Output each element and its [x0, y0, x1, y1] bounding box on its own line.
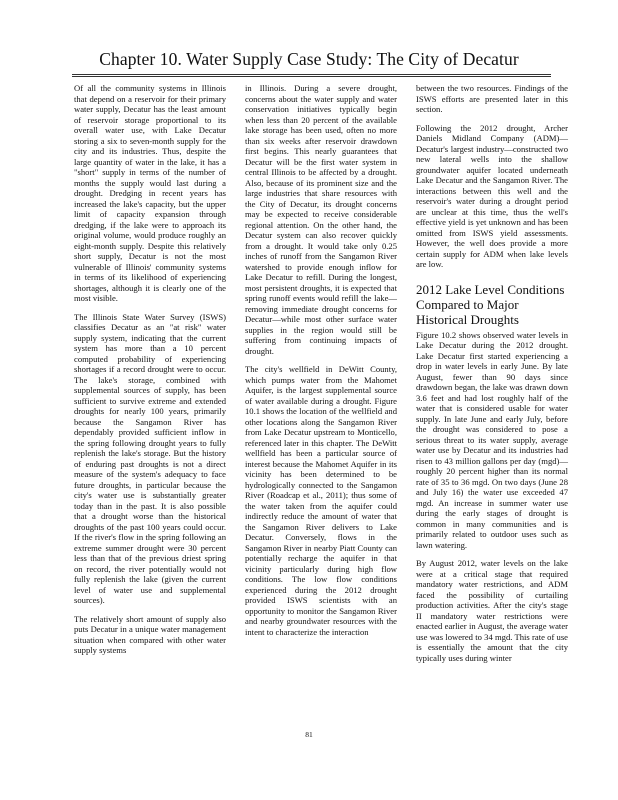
- paragraph: Following the 2012 drought, Archer Daniels Midland Company (ADM)—Decatur's largest industry—constructed two new lateral wells into the shallow groundwater aquifer located underneath Lake Decatur and the Sangamon River. The interactions between this well and the reservoir's water during a drought period are unclear at this time, thus the well's effective yield is yet unknown and has been omitted from ISWS yield assessments. However, the well does provide a more certain supply for ADM when lake levels are low.: [416, 122, 568, 269]
- paragraph: By August 2012, water levels on the lake were at a critical stage that required mandatory water restrictions, and ADM faced the possibility of curtailing production activities. After the city's stage II mandatory water restrictions were enacted earlier in August, the average water use was lowered to 34 mgd. This rate of use is essentially the amount that the city typically uses during winter: [416, 558, 568, 663]
- paragraph: in Illinois. During a severe drought, concerns about the water supply and water conservation initiatives typically begin when less than 20 percent of the available lake storage has been used, often no more than six weeks after reservoir drawdown first begins. This nearly guarantees that Decatur will be the first water system in central Illinois to be affected by a drought. Also, because of its prominent size and the large industries that share resources with the City of Decatur, its drought concerns may be expected to receive considerable regional attention. On the other hand, the Decatur system can also recover quickly from a drought. It would take only 0.25 inches of runoff from the Sangamon River watershed to provide enough inflow for Lake Decatur to refill. During the longest, most persistent droughts, it is expected that spring runoff events would refill the lake—removing immediate drought concerns for Decatur—while most other surface water supplies in the region would still be suffering from continuing impacts of drought.: [245, 83, 397, 356]
- section-heading: 2012 Lake Level Conditions Compared to Major Historical Droughts: [416, 281, 565, 327]
- paragraph: The relatively short amount of supply also puts Decatur in a unique water management situation when compared with other water supply systems: [74, 613, 226, 655]
- title-rule-top: [72, 74, 551, 75]
- page-title: Chapter 10. Water Supply Case Study: The City of Decatur: [99, 49, 519, 69]
- title-rule-bottom: [72, 76, 551, 77]
- paragraph: Figure 10.2 shows observed water levels in Lake Decatur during the 2012 drought. Lake Decatur first started experiencing a drop in water levels in early June. By late August, fewer than 90 days since drawdown began, the lake was drawn down 3.6 feet and had lost roughly half of the water that is considered usable for water supply. In late June and early July, before the drought was considered to pose a serious threat to its water supply, average water use by Decatur and its industries had risen to 43 million gallons per day (mgd)—roughly 20 percent higher than its normal rate of 35 to 36 mgd. On two days (June 28 and July 16) the water use exceeded 47 mgd. An increase in summer water use during the early stages of drought is common in many communities and is primarily related to outdoor uses such as lawn watering.: [416, 329, 568, 550]
- text-column-3: [416, 83, 568, 671]
- paragraph: The Illinois State Water Survey (ISWS) classifies Decatur as an "at risk" water supply system, indicating that the current system has more than a 10 percent computed probability of experiencing shortages if a record drought were to occur. The lake's storage, combined with supplemental sources of supply, has been sufficient to survive extreme and extended droughts for nearly 100 years, primarily because the Sangamon River has dependably provided sufficient inflow in the spring following drought years to fully replenish the lake's storage. But the history of enduring past droughts is not a direct measure of the system's adequacy to face future droughts, in particular because the city's water use is substantially greater today than in the past. It is also possible that a drought worse than the historical droughts of the past 100 years could occur. If the river's flow in the spring following an extreme summer drought were 30 percent less than that of the previous driest spring on record, the river potentially would not fully replenish the lake (given the current level of water use and supplemental sources).: [74, 311, 226, 605]
- text-column-1: [74, 83, 226, 664]
- text-column-2: [245, 83, 397, 645]
- paragraph: The city's wellfield in DeWitt County, which pumps water from the Mahomet Aquifer, is the largest supplemental source of water available during a drought. Figure 10.1 shows the location of the wellfield and other locations along the Sangamon River from Lake Decatur upstream to Monticello, referenced later in this chapter. The DeWitt wellfield has been a particular source of interest because the Mahomet Aquifer in its vicinity has been determined to be hydrologically connected to the Sangamon River (Roadcap et al., 2011); thus some of the water taken from the aquifer could indirectly reduce the amount of water that the Sangamon River delivers to Lake Decatur. Conversely, flows in the Sangamon River in nearby Piatt County can potentially recharge the aquifer in that vicinity particularly during high flow conditions. The low flow conditions experienced during the 2012 drought provided ISWS scientists with an opportunity to monitor the Sangamon River and nearby groundwater resources with the intent to characterize the interaction: [245, 364, 397, 637]
- paragraph: between the two resources. Findings of the ISWS efforts are presented later in this section.: [416, 83, 568, 114]
- paragraph: Of all the community systems in Illinois that depend on a reservoir for their primary water supply, Decatur has the least amount of reservoir storage proportional to its overall water use, with Lake Decatur storing a six to seven-month supply for the city and its industries. Thus, despite the large quantity of water in the lake, it has a "short" supply in terms of the number of months the supply would last during a drought. Dredging in recent years has increased the lake's capacity, but the upper limit of capacity expansion through dredging, if the lake were to approach its original volume, would produce roughly an eight-month supply. Despite this relatively short supply, Decatur is not the most vulnerable of Illinois' community systems in terms of its likelihood of experiencing shortages, although it is clearly one of the most visible.: [74, 83, 226, 303]
- page-number: 81: [305, 730, 313, 739]
